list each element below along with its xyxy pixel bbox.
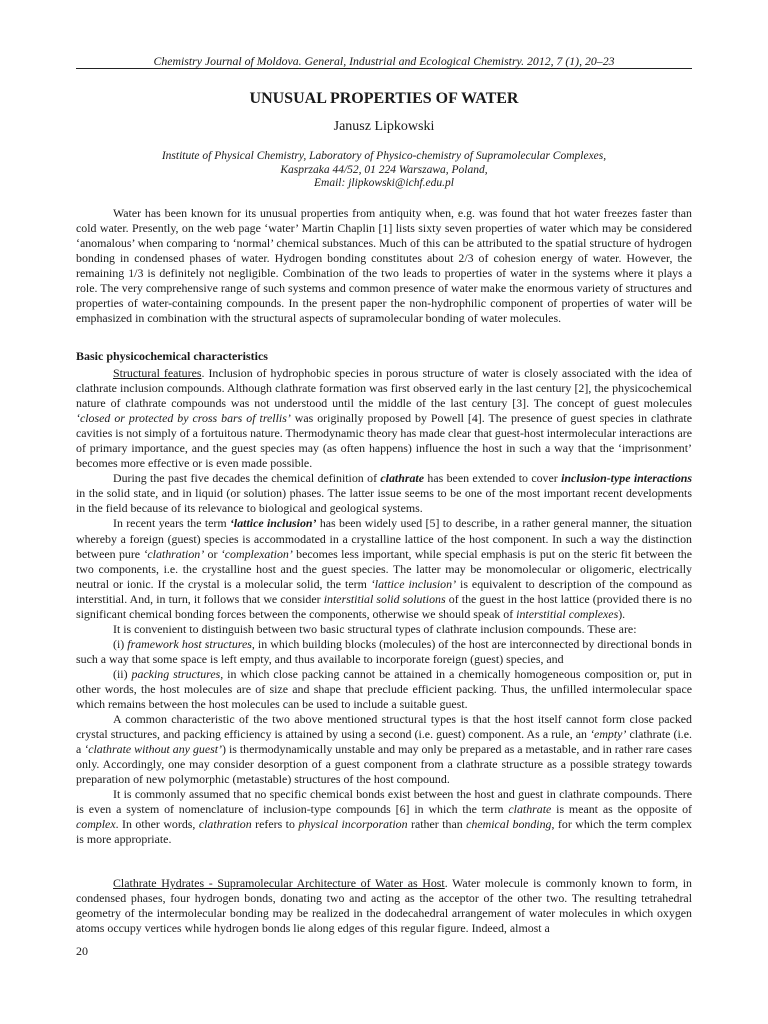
paragraph-lattice-inclusion <box>76 516 692 621</box>
p2-term-clathrate: clathrate <box>380 471 425 486</box>
p3-text-g: ). <box>618 606 626 621</box>
p2-text-b: has been extended to cover <box>424 471 562 486</box>
p3-text-a: In recent years the term <box>113 516 230 531</box>
p3-text-d: becomes less important, while special emphasis is put on the steric fit between the two components, i.e. the crystalline host and the guest species. The latter may be monomolecular or oligomeric, electrically neutral or ionic. If the crystal is a molecular solid, the term <box>76 546 692 591</box>
p6-text-b: , in which close packing cannot be attained in a chemically homogeneous composition or, put in other words, the host molecules are of size and shape that preclude efficient packing. Thus, the unfilled intermolecular space which remains between the host molecules can be used to include a suitable guest. <box>76 666 693 712</box>
p5-term-framework: framework host structures <box>127 636 252 651</box>
p7-text-a: A common characteristic of the two above mentioned structural types is that the host itself cannot form close packed crystal structures, and packing efficiency is attained by using a second (i.e. guest) component. As a rule, an <box>76 712 692 742</box>
paragraph-chemical-bonds <box>76 787 692 847</box>
p8-term-clathrate: clathrate <box>508 802 552 817</box>
paragraph-common-characteristic <box>76 712 692 787</box>
main-text <box>76 366 692 848</box>
p8-text-c: . In other words, <box>115 817 199 832</box>
intro-paragraph: Water has been known for its unusual properties from antiquity when, e.g. was found that hot water freezes faster than cold water. Presently, on the web page ‘water’ Martin Chaplin [1] lists sixty seven properties of water which may be considered ‘anomalous’ when comparing to ‘normal’ chemical substances. Much of this can be attributed to the spatial structure of hydrogen bonding in condensed phases of water. Hydrogen bonding constitutes about 2/3 of cohesion energy of water. However, the remaining 1/3 is definitely not negligible. Combination of the two leads to properties of water in the systems where it plays a role. The very comprehensive range of such systems and common presence of water make the enormous variety of structures and properties of water-containing compounds. In the present paper the non-hydrophilic component of properties of water will be emphasized in combination with the structural aspects of supramolecular bonding of water molecules. <box>76 206 692 326</box>
p3-term-clathration: ‘clathration’ <box>143 546 205 561</box>
paragraph-two-types: It is convenient to distinguish between two basic structural types of clathrate inclusion compounds. These are: <box>113 621 637 636</box>
p7-term-empty: ‘empty’ <box>590 727 627 742</box>
p2-text-a: During the past five decades the chemical definition of <box>113 471 381 486</box>
author-name: Janusz Lipkowski <box>333 119 435 134</box>
p1-quote: ‘closed or protected by cross bars of trellis’ <box>76 411 291 426</box>
p2-text-c: in the solid state, and in liquid (or solution) phases. The latter issue seems to be one of the most important recent developments in the field because of its relevance to biological and geological systems. <box>76 486 692 516</box>
p1-text-a: . Inclusion of hydrophobic species in porous structure of water is closely associated with the idea of clathrate inclusion compounds. Although clathrate formation was first observed early in the last century [2], the physicochemical nature of clathrate compounds was not understood until the middle of the last century [3]. The concept of guest molecules <box>76 366 692 411</box>
paragraph-structural-features <box>76 366 692 471</box>
paragraph-framework <box>76 637 692 667</box>
p9-text-a: . Water molecule is commonly known to form, in condensed phases, four hydrogen bonds, donating two and acting as the acceptor of the other two. The resulting tetrahedral geometry of the intermolecular bonding may be realized in the dodecahedral arrangement of water molecules in which oxygen atoms occupy vertices while hydrogen bonds lie along edges of this regular figure. Indeed, almost a <box>76 876 693 936</box>
paragraph-packing <box>76 667 692 712</box>
p3-text-c: or <box>204 546 221 561</box>
p8-term-clathration: clathration <box>198 817 252 832</box>
p3-text-f: of the guest in the host lattice (provided there is no significant chemical bonding forces between the components, otherwise we should speak of <box>76 591 692 621</box>
paragraph-clathrate-hydrates <box>76 876 692 936</box>
p8-text-b: is meant as the opposite of <box>551 802 692 817</box>
p3-text-e: is equivalent to description of the compound as interstitial. And, in turn, it follows that we consider <box>76 576 692 606</box>
p8-text-f: , for which the term complex is more appropriate. <box>76 817 692 847</box>
affiliation-line-2: Kasprzaka 44/52, 01 224 Warszawa, Poland, <box>280 163 488 176</box>
section-heading: Basic physicochemical characteristics <box>76 349 268 363</box>
p8-text-a: It is commonly assumed that no specific chemical bonds exist between the host and guest in clathrate compounds. There is even a system of nomenclature of inclusion-type compounds [6] in which the term <box>76 787 692 817</box>
page-number: 20 <box>76 944 88 958</box>
p3-term-solutions: interstitial solid solutions <box>323 591 446 606</box>
p3-term-lattice: ‘lattice inclusion’ <box>229 516 317 531</box>
p8-term-complex: complex <box>76 817 116 832</box>
paragraph-clathrate-definition <box>76 471 692 516</box>
affiliation <box>76 150 692 191</box>
p8-term-physical: physical incorporation <box>298 817 408 832</box>
p3-term-complexation: ‘complexation’ <box>220 546 293 561</box>
p5-text-b: , in which building blocks (molecules) of the host are interconnected by directional bonds in such a way that some space is left empty, and thus available to incorporate foreign (guest) species, and <box>76 636 692 666</box>
p2-term-inclusion: inclusion-type interactions <box>561 471 693 486</box>
lead-structural-features: Structural features <box>113 366 202 380</box>
header-rule <box>76 68 692 69</box>
p6-term-packing: packing structures <box>131 666 221 681</box>
p8-text-d: refers to <box>251 817 299 832</box>
p1-text-b: was originally proposed by Powell [4]. The presence of guest species in clathrate cavities is not simply of a fortuitous nature. Thermodynamic theory has made clear that guest-host intermolecular interactions are of primary importance, and the guest species may (as often happens) influence the host in such a way that the ‘imprisonment’ becomes more effective or is even made possible. <box>76 411 692 471</box>
p3-term-lattice-2: ‘lattice inclusion’ <box>370 576 457 591</box>
p8-term-chemical: chemical bonding <box>466 817 552 832</box>
intro-block <box>76 206 692 326</box>
affiliation-email: Email: jlipkowski@ichf.edu.pl <box>314 177 454 190</box>
p7-term-without-guest: ‘clathrate without any guest’ <box>84 742 223 757</box>
p5-text-a: (i) <box>113 636 128 651</box>
clathrate-hydrates-block <box>76 876 692 936</box>
p8-text-e: rather than <box>407 817 467 832</box>
affiliation-line-1: Institute of Physical Chemistry, Laboratory of Physico-chemistry of Supramolecular Complexes, <box>161 150 607 162</box>
lead-clathrate-hydrates: Clathrate Hydrates - Supramolecular Architecture of Water as Host <box>113 876 445 890</box>
p7-text-c: ) is thermodynamically unstable and may only be prepared as a metastable, and in rather rare cases only. Accordingly, one may consider desorption of a guest component from a clathrate structure as a possible strategy towards preparation of new polymorphic (metastable) structures of the host compound. <box>76 742 692 787</box>
p3-term-complexes: interstitial complexes <box>516 606 619 621</box>
p7-text-b: clathrate (i.e. a <box>76 727 692 757</box>
p6-text-a: (ii) <box>113 666 132 681</box>
article-title: UNUSUAL PROPERTIES OF WATER <box>249 90 519 107</box>
running-head: Chemistry Journal of Moldova. General, Industrial and Ecological Chemistry. 2012, 7 (1), 20–23 <box>153 54 615 68</box>
p3-text-b: has been widely used [5] to describe, in a rather general manner, the situation whereby a foreign (guest) species is accommodated in a crystalline lattice of the host component. In such a way the distinction between pure <box>76 516 692 561</box>
